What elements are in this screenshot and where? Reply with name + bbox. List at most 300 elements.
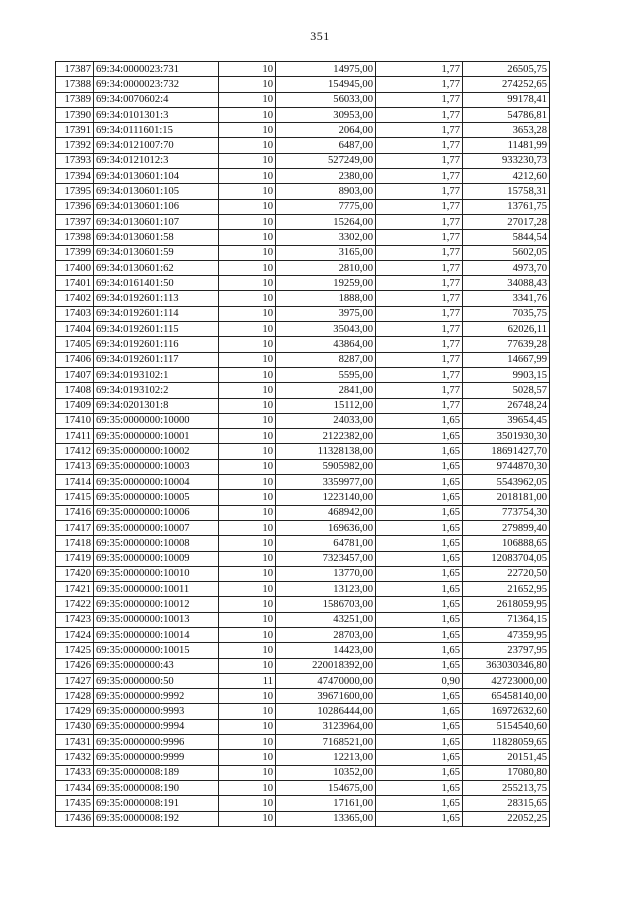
category-code-cell: 10 bbox=[219, 490, 276, 505]
cadastral-number-cell: 69:34:0070602:4 bbox=[94, 92, 219, 107]
value-cell: 12083704,05 bbox=[463, 551, 550, 566]
coefficient-cell: 1,77 bbox=[376, 62, 463, 77]
page-number: 351 bbox=[310, 29, 330, 43]
table-row bbox=[56, 765, 550, 780]
category-code-cell: 10 bbox=[219, 811, 276, 826]
value-cell: 5028,57 bbox=[463, 383, 550, 398]
row-number-cell: 17428 bbox=[56, 689, 94, 704]
area-cell: 220018392,00 bbox=[276, 658, 376, 673]
table-row bbox=[56, 245, 550, 260]
value-cell: 71364,15 bbox=[463, 612, 550, 627]
category-code-cell: 10 bbox=[219, 765, 276, 780]
coefficient-cell: 1,65 bbox=[376, 627, 463, 642]
category-code-cell: 10 bbox=[219, 582, 276, 597]
category-code-cell: 10 bbox=[219, 322, 276, 337]
value-cell: 22720,50 bbox=[463, 566, 550, 581]
value-cell: 5602,05 bbox=[463, 245, 550, 260]
table-row bbox=[56, 459, 550, 474]
cadastral-number-cell: 69:34:0101301:3 bbox=[94, 107, 219, 122]
value-cell: 274252,65 bbox=[463, 77, 550, 92]
coefficient-cell: 1,77 bbox=[376, 352, 463, 367]
table-row bbox=[56, 597, 550, 612]
table-row bbox=[56, 444, 550, 459]
category-code-cell: 10 bbox=[219, 260, 276, 275]
value-cell: 5844,54 bbox=[463, 230, 550, 245]
cadastral-number-cell: 69:35:0000000:10015 bbox=[94, 643, 219, 658]
cadastral-number-cell: 69:35:0000000:10010 bbox=[94, 566, 219, 581]
coefficient-cell: 1,77 bbox=[376, 306, 463, 321]
area-cell: 468942,00 bbox=[276, 505, 376, 520]
area-cell: 5595,00 bbox=[276, 367, 376, 382]
value-cell: 11828059,65 bbox=[463, 735, 550, 750]
area-cell: 35043,00 bbox=[276, 322, 376, 337]
table-row bbox=[56, 704, 550, 719]
table-row bbox=[56, 429, 550, 444]
row-number-cell: 17417 bbox=[56, 520, 94, 535]
category-code-cell: 11 bbox=[219, 673, 276, 688]
area-cell: 2122382,00 bbox=[276, 429, 376, 444]
area-cell: 5905982,00 bbox=[276, 459, 376, 474]
value-cell: 9744870,30 bbox=[463, 459, 550, 474]
area-cell: 3975,00 bbox=[276, 306, 376, 321]
row-number-cell: 17421 bbox=[56, 582, 94, 597]
area-cell: 13770,00 bbox=[276, 566, 376, 581]
table-row bbox=[56, 306, 550, 321]
area-cell: 7775,00 bbox=[276, 199, 376, 214]
cadastral-number-cell: 69:34:0130601:58 bbox=[94, 230, 219, 245]
value-cell: 27017,28 bbox=[463, 214, 550, 229]
coefficient-cell: 1,77 bbox=[376, 169, 463, 184]
value-cell: 3341,76 bbox=[463, 291, 550, 306]
table-row bbox=[56, 689, 550, 704]
table-row bbox=[56, 582, 550, 597]
row-number-cell: 17422 bbox=[56, 597, 94, 612]
value-cell: 13761,75 bbox=[463, 199, 550, 214]
value-cell: 39654,45 bbox=[463, 413, 550, 428]
area-cell: 15264,00 bbox=[276, 214, 376, 229]
area-cell: 43251,00 bbox=[276, 612, 376, 627]
coefficient-cell: 1,65 bbox=[376, 643, 463, 658]
row-number-cell: 17394 bbox=[56, 169, 94, 184]
value-cell: 5543962,05 bbox=[463, 475, 550, 490]
table-row bbox=[56, 276, 550, 291]
category-code-cell: 10 bbox=[219, 138, 276, 153]
area-cell: 15112,00 bbox=[276, 398, 376, 413]
category-code-cell: 10 bbox=[219, 367, 276, 382]
cadastral-number-cell: 69:35:0000000:9994 bbox=[94, 719, 219, 734]
area-cell: 56033,00 bbox=[276, 92, 376, 107]
value-cell: 106888,65 bbox=[463, 536, 550, 551]
row-number-cell: 17404 bbox=[56, 322, 94, 337]
area-cell: 17161,00 bbox=[276, 796, 376, 811]
table-row bbox=[56, 230, 550, 245]
row-number-cell: 17433 bbox=[56, 765, 94, 780]
coefficient-cell: 1,77 bbox=[376, 199, 463, 214]
area-cell: 24033,00 bbox=[276, 413, 376, 428]
row-number-cell: 17434 bbox=[56, 780, 94, 795]
coefficient-cell: 1,77 bbox=[376, 245, 463, 260]
category-code-cell: 10 bbox=[219, 199, 276, 214]
coefficient-cell: 1,65 bbox=[376, 750, 463, 765]
category-code-cell: 10 bbox=[219, 612, 276, 627]
area-cell: 3123964,00 bbox=[276, 719, 376, 734]
table-row bbox=[56, 260, 550, 275]
cadastral-number-cell: 69:34:0192601:114 bbox=[94, 306, 219, 321]
coefficient-cell: 1,65 bbox=[376, 475, 463, 490]
coefficient-cell: 1,77 bbox=[376, 214, 463, 229]
category-code-cell: 10 bbox=[219, 184, 276, 199]
row-number-cell: 17427 bbox=[56, 673, 94, 688]
value-cell: 47359,95 bbox=[463, 627, 550, 642]
coefficient-cell: 1,65 bbox=[376, 551, 463, 566]
area-cell: 154945,00 bbox=[276, 77, 376, 92]
table-row bbox=[56, 536, 550, 551]
row-number-cell: 17391 bbox=[56, 123, 94, 138]
area-cell: 1888,00 bbox=[276, 291, 376, 306]
cadastral-number-cell: 69:35:0000000:9999 bbox=[94, 750, 219, 765]
table-row bbox=[56, 352, 550, 367]
category-code-cell: 10 bbox=[219, 291, 276, 306]
category-code-cell: 10 bbox=[219, 750, 276, 765]
table-row bbox=[56, 505, 550, 520]
table-row bbox=[56, 383, 550, 398]
coefficient-cell: 1,65 bbox=[376, 780, 463, 795]
value-cell: 26748,24 bbox=[463, 398, 550, 413]
cadastral-number-cell: 69:34:0192601:116 bbox=[94, 337, 219, 352]
coefficient-cell: 1,77 bbox=[376, 77, 463, 92]
category-code-cell: 10 bbox=[219, 658, 276, 673]
coefficient-cell: 1,77 bbox=[376, 138, 463, 153]
cadastral-number-cell: 69:35:0000000:10006 bbox=[94, 505, 219, 520]
row-number-cell: 17425 bbox=[56, 643, 94, 658]
cadastral-number-cell: 69:34:0192601:115 bbox=[94, 322, 219, 337]
area-cell: 7168521,00 bbox=[276, 735, 376, 750]
cadastral-number-cell: 69:34:0201301:8 bbox=[94, 398, 219, 413]
cadastral-number-cell: 69:35:0000000:10009 bbox=[94, 551, 219, 566]
value-cell: 9903,15 bbox=[463, 367, 550, 382]
value-cell: 54786,81 bbox=[463, 107, 550, 122]
coefficient-cell: 1,65 bbox=[376, 505, 463, 520]
cadastral-number-cell: 69:34:0161401:50 bbox=[94, 276, 219, 291]
coefficient-cell: 1,77 bbox=[376, 383, 463, 398]
row-number-cell: 17390 bbox=[56, 107, 94, 122]
row-number-cell: 17414 bbox=[56, 475, 94, 490]
category-code-cell: 10 bbox=[219, 214, 276, 229]
coefficient-cell: 1,77 bbox=[376, 367, 463, 382]
row-number-cell: 17420 bbox=[56, 566, 94, 581]
row-number-cell: 17395 bbox=[56, 184, 94, 199]
category-code-cell: 10 bbox=[219, 520, 276, 535]
category-code-cell: 10 bbox=[219, 780, 276, 795]
table-row bbox=[56, 77, 550, 92]
cadastral-number-cell: 69:35:0000000:9992 bbox=[94, 689, 219, 704]
row-number-cell: 17436 bbox=[56, 811, 94, 826]
value-cell: 773754,30 bbox=[463, 505, 550, 520]
cadastral-number-cell: 69:34:0130601:104 bbox=[94, 169, 219, 184]
category-code-cell: 10 bbox=[219, 169, 276, 184]
table-row bbox=[56, 735, 550, 750]
category-code-cell: 10 bbox=[219, 306, 276, 321]
area-cell: 43864,00 bbox=[276, 337, 376, 352]
category-code-cell: 10 bbox=[219, 719, 276, 734]
row-number-cell: 17403 bbox=[56, 306, 94, 321]
area-cell: 8287,00 bbox=[276, 352, 376, 367]
category-code-cell: 10 bbox=[219, 536, 276, 551]
value-cell: 99178,41 bbox=[463, 92, 550, 107]
category-code-cell: 10 bbox=[219, 459, 276, 474]
area-cell: 1223140,00 bbox=[276, 490, 376, 505]
row-number-cell: 17409 bbox=[56, 398, 94, 413]
value-cell: 77639,28 bbox=[463, 337, 550, 352]
coefficient-cell: 1,65 bbox=[376, 413, 463, 428]
coefficient-cell: 1,77 bbox=[376, 291, 463, 306]
row-number-cell: 17411 bbox=[56, 429, 94, 444]
category-code-cell: 10 bbox=[219, 107, 276, 122]
cadastral-number-cell: 69:35:0000000:10007 bbox=[94, 520, 219, 535]
coefficient-cell: 1,65 bbox=[376, 520, 463, 535]
category-code-cell: 10 bbox=[219, 383, 276, 398]
category-code-cell: 10 bbox=[219, 689, 276, 704]
area-cell: 11328138,00 bbox=[276, 444, 376, 459]
cadastral-number-cell: 69:35:0000000:43 bbox=[94, 658, 219, 673]
value-cell: 16972632,60 bbox=[463, 704, 550, 719]
value-cell: 15758,31 bbox=[463, 184, 550, 199]
coefficient-cell: 1,77 bbox=[376, 322, 463, 337]
cadastral-number-cell: 69:35:0000008:192 bbox=[94, 811, 219, 826]
cadastral-number-cell: 69:35:0000000:10002 bbox=[94, 444, 219, 459]
cadastral-number-cell: 69:34:0130601:107 bbox=[94, 214, 219, 229]
value-cell: 20151,45 bbox=[463, 750, 550, 765]
row-number-cell: 17415 bbox=[56, 490, 94, 505]
table-row bbox=[56, 62, 550, 77]
row-number-cell: 17426 bbox=[56, 658, 94, 673]
coefficient-cell: 1,77 bbox=[376, 92, 463, 107]
row-number-cell: 17392 bbox=[56, 138, 94, 153]
table-row bbox=[56, 750, 550, 765]
cadastral-number-cell: 69:34:0121007:70 bbox=[94, 138, 219, 153]
category-code-cell: 10 bbox=[219, 123, 276, 138]
table-row bbox=[56, 367, 550, 382]
table-row bbox=[56, 199, 550, 214]
area-cell: 10352,00 bbox=[276, 765, 376, 780]
cadastral-number-cell: 69:34:0000023:732 bbox=[94, 77, 219, 92]
row-number-cell: 17387 bbox=[56, 62, 94, 77]
row-number-cell: 17405 bbox=[56, 337, 94, 352]
row-number-cell: 17399 bbox=[56, 245, 94, 260]
table-row bbox=[56, 780, 550, 795]
coefficient-cell: 1,65 bbox=[376, 429, 463, 444]
value-cell: 7035,75 bbox=[463, 306, 550, 321]
row-number-cell: 17432 bbox=[56, 750, 94, 765]
category-code-cell: 10 bbox=[219, 352, 276, 367]
area-cell: 28703,00 bbox=[276, 627, 376, 642]
cadastral-number-cell: 69:35:0000000:10005 bbox=[94, 490, 219, 505]
row-number-cell: 17396 bbox=[56, 199, 94, 214]
category-code-cell: 10 bbox=[219, 796, 276, 811]
coefficient-cell: 1,65 bbox=[376, 612, 463, 627]
table-row bbox=[56, 796, 550, 811]
area-cell: 30953,00 bbox=[276, 107, 376, 122]
row-number-cell: 17402 bbox=[56, 291, 94, 306]
table-row bbox=[56, 520, 550, 535]
value-cell: 255213,75 bbox=[463, 780, 550, 795]
area-cell: 13123,00 bbox=[276, 582, 376, 597]
category-code-cell: 10 bbox=[219, 627, 276, 642]
category-code-cell: 10 bbox=[219, 245, 276, 260]
coefficient-cell: 1,65 bbox=[376, 566, 463, 581]
cadastral-number-cell: 69:35:0000008:191 bbox=[94, 796, 219, 811]
row-number-cell: 17430 bbox=[56, 719, 94, 734]
coefficient-cell: 1,65 bbox=[376, 582, 463, 597]
value-cell: 21652,95 bbox=[463, 582, 550, 597]
cadastral-number-cell: 69:35:0000000:10008 bbox=[94, 536, 219, 551]
category-code-cell: 10 bbox=[219, 77, 276, 92]
cadastral-number-cell: 69:34:0130601:105 bbox=[94, 184, 219, 199]
table-row bbox=[56, 337, 550, 352]
category-code-cell: 10 bbox=[219, 337, 276, 352]
category-code-cell: 10 bbox=[219, 398, 276, 413]
value-cell: 279899,40 bbox=[463, 520, 550, 535]
coefficient-cell: 1,65 bbox=[376, 704, 463, 719]
table-row bbox=[56, 658, 550, 673]
area-cell: 6487,00 bbox=[276, 138, 376, 153]
row-number-cell: 17401 bbox=[56, 276, 94, 291]
cadastral-number-cell: 69:34:0130601:106 bbox=[94, 199, 219, 214]
value-cell: 4973,70 bbox=[463, 260, 550, 275]
cadastral-number-cell: 69:34:0193102:1 bbox=[94, 367, 219, 382]
category-code-cell: 10 bbox=[219, 62, 276, 77]
table-row bbox=[56, 490, 550, 505]
table-row bbox=[56, 169, 550, 184]
row-number-cell: 17431 bbox=[56, 735, 94, 750]
row-number-cell: 17418 bbox=[56, 536, 94, 551]
area-cell: 12213,00 bbox=[276, 750, 376, 765]
value-cell: 23797,95 bbox=[463, 643, 550, 658]
value-cell: 2618059,95 bbox=[463, 597, 550, 612]
area-cell: 169636,00 bbox=[276, 520, 376, 535]
row-number-cell: 17429 bbox=[56, 704, 94, 719]
category-code-cell: 10 bbox=[219, 92, 276, 107]
category-code-cell: 10 bbox=[219, 153, 276, 168]
value-cell: 363030346,80 bbox=[463, 658, 550, 673]
cadastral-value-table bbox=[55, 61, 550, 827]
coefficient-cell: 1,65 bbox=[376, 597, 463, 612]
value-cell: 4212,60 bbox=[463, 169, 550, 184]
area-cell: 2064,00 bbox=[276, 123, 376, 138]
cadastral-number-cell: 69:34:0111601:15 bbox=[94, 123, 219, 138]
cadastral-number-cell: 69:34:0130601:62 bbox=[94, 260, 219, 275]
coefficient-cell: 1,77 bbox=[376, 337, 463, 352]
area-cell: 19259,00 bbox=[276, 276, 376, 291]
cadastral-number-cell: 69:34:0000023:731 bbox=[94, 62, 219, 77]
row-number-cell: 17407 bbox=[56, 367, 94, 382]
row-number-cell: 17413 bbox=[56, 459, 94, 474]
table-row bbox=[56, 673, 550, 688]
coefficient-cell: 1,65 bbox=[376, 536, 463, 551]
row-number-cell: 17419 bbox=[56, 551, 94, 566]
table-row bbox=[56, 214, 550, 229]
row-number-cell: 17398 bbox=[56, 230, 94, 245]
category-code-cell: 10 bbox=[219, 735, 276, 750]
table-row bbox=[56, 184, 550, 199]
table-row bbox=[56, 551, 550, 566]
category-code-cell: 10 bbox=[219, 475, 276, 490]
category-code-cell: 10 bbox=[219, 429, 276, 444]
coefficient-cell: 1,77 bbox=[376, 398, 463, 413]
cadastral-number-cell: 69:35:0000000:10001 bbox=[94, 429, 219, 444]
row-number-cell: 17410 bbox=[56, 413, 94, 428]
cadastral-number-cell: 69:35:0000008:189 bbox=[94, 765, 219, 780]
category-code-cell: 10 bbox=[219, 444, 276, 459]
coefficient-cell: 1,65 bbox=[376, 735, 463, 750]
area-cell: 13365,00 bbox=[276, 811, 376, 826]
value-cell: 17080,80 bbox=[463, 765, 550, 780]
coefficient-cell: 1,77 bbox=[376, 153, 463, 168]
coefficient-cell: 1,77 bbox=[376, 107, 463, 122]
cadastral-number-cell: 69:35:0000000:10013 bbox=[94, 612, 219, 627]
cadastral-number-cell: 69:35:0000000:10003 bbox=[94, 459, 219, 474]
area-cell: 14975,00 bbox=[276, 62, 376, 77]
table-row bbox=[56, 398, 550, 413]
coefficient-cell: 1,65 bbox=[376, 490, 463, 505]
table-row bbox=[56, 719, 550, 734]
value-cell: 933230,73 bbox=[463, 153, 550, 168]
cadastral-number-cell: 69:35:0000000:10011 bbox=[94, 582, 219, 597]
coefficient-cell: 1,65 bbox=[376, 658, 463, 673]
category-code-cell: 10 bbox=[219, 597, 276, 612]
row-number-cell: 17406 bbox=[56, 352, 94, 367]
area-cell: 2810,00 bbox=[276, 260, 376, 275]
value-cell: 28315,65 bbox=[463, 796, 550, 811]
area-cell: 10286444,00 bbox=[276, 704, 376, 719]
table-body bbox=[56, 62, 550, 827]
table-row bbox=[56, 627, 550, 642]
category-code-cell: 10 bbox=[219, 505, 276, 520]
row-number-cell: 17393 bbox=[56, 153, 94, 168]
coefficient-cell: 1,65 bbox=[376, 689, 463, 704]
cadastral-number-cell: 69:35:0000000:9996 bbox=[94, 735, 219, 750]
area-cell: 3302,00 bbox=[276, 230, 376, 245]
value-cell: 26505,75 bbox=[463, 62, 550, 77]
row-number-cell: 17389 bbox=[56, 92, 94, 107]
category-code-cell: 10 bbox=[219, 551, 276, 566]
table-row bbox=[56, 413, 550, 428]
area-cell: 64781,00 bbox=[276, 536, 376, 551]
cadastral-number-cell: 69:34:0121012:3 bbox=[94, 153, 219, 168]
area-cell: 14423,00 bbox=[276, 643, 376, 658]
category-code-cell: 10 bbox=[219, 704, 276, 719]
area-cell: 527249,00 bbox=[276, 153, 376, 168]
cadastral-number-cell: 69:34:0193102:2 bbox=[94, 383, 219, 398]
area-cell: 2380,00 bbox=[276, 169, 376, 184]
value-cell: 3501930,30 bbox=[463, 429, 550, 444]
area-cell: 2841,00 bbox=[276, 383, 376, 398]
table-row bbox=[56, 138, 550, 153]
table-row bbox=[56, 107, 550, 122]
category-code-cell: 10 bbox=[219, 566, 276, 581]
coefficient-cell: 1,65 bbox=[376, 811, 463, 826]
coefficient-cell: 1,77 bbox=[376, 276, 463, 291]
row-number-cell: 17408 bbox=[56, 383, 94, 398]
value-cell: 2018181,00 bbox=[463, 490, 550, 505]
cadastral-number-cell: 69:35:0000000:10004 bbox=[94, 475, 219, 490]
value-cell: 18691427,70 bbox=[463, 444, 550, 459]
table-row bbox=[56, 322, 550, 337]
cadastral-number-cell: 69:34:0192601:113 bbox=[94, 291, 219, 306]
category-code-cell: 10 bbox=[219, 643, 276, 658]
cadastral-number-cell: 69:34:0130601:59 bbox=[94, 245, 219, 260]
area-cell: 8903,00 bbox=[276, 184, 376, 199]
